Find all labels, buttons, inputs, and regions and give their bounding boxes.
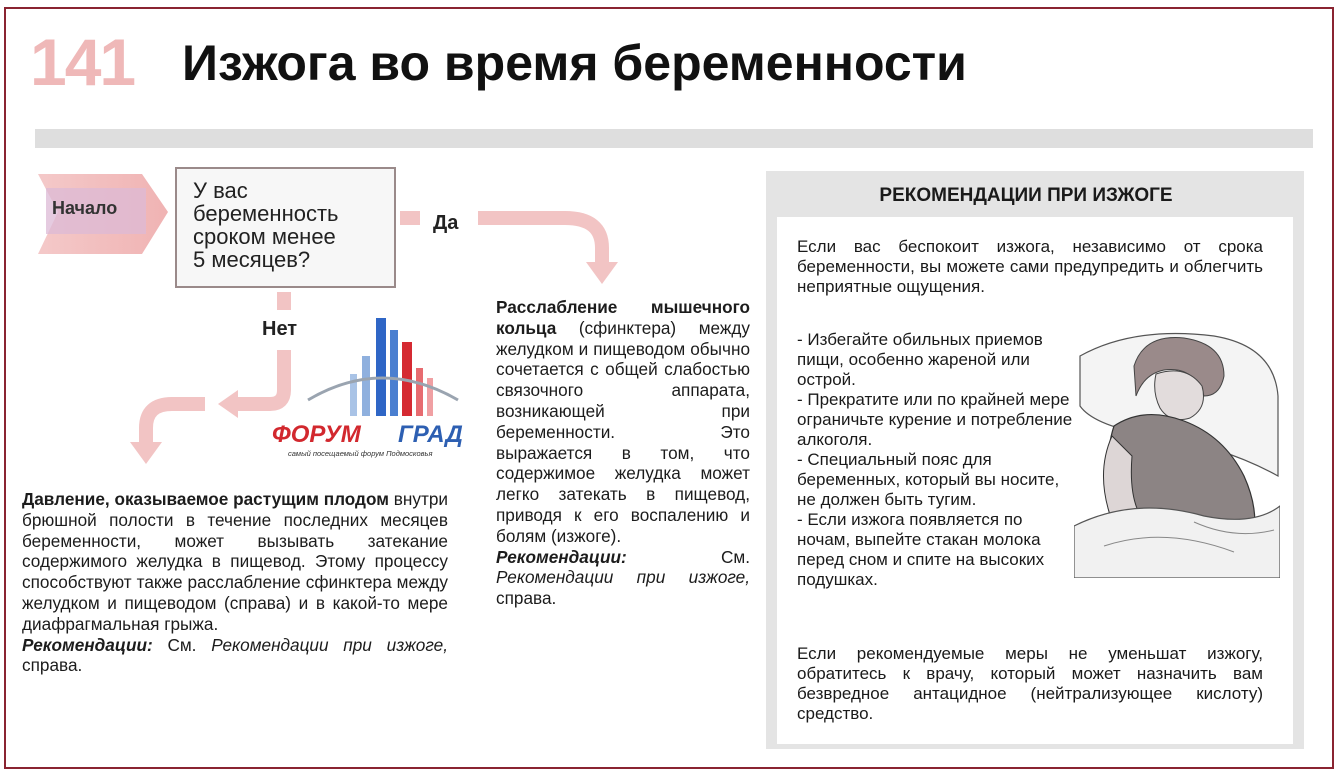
yes-arrow — [400, 218, 602, 262]
yes-rec-label: Рекомендации: — [496, 546, 627, 567]
no-label: Нет — [262, 318, 298, 340]
yes-branch-text — [496, 297, 750, 609]
question-box — [175, 167, 396, 288]
logo-tagline: самый посещаемый форум Подмосковья — [288, 449, 433, 458]
page-number: 141 — [30, 25, 135, 99]
recommendations-title: РЕКОМЕНДАЦИИ ПРИ ИЗЖОГЕ — [879, 185, 1173, 206]
no-rec-see: См. — [167, 634, 197, 655]
logo-bar — [427, 378, 433, 416]
no-rec-tail: справа. — [22, 655, 83, 676]
list-item: - Прекратите или по крайней мере ограничьте курение и потребление алкоголя. — [797, 390, 1073, 449]
no-rec-label: Рекомендации: — [22, 634, 153, 655]
list-item: - Специальный пояс для беременных, который вы носите, не должен быть тугим. — [797, 450, 1060, 509]
pregnant-woman-illustration — [1074, 326, 1280, 578]
question-line: 5 месяцев? — [193, 247, 311, 272]
yes-arrowhead — [586, 262, 618, 284]
logo-bar — [416, 368, 423, 416]
logo-name-1: ФОРУМ — [272, 421, 361, 448]
list-item: - Избегайте обильных приемов пищи, особенно жареной или острой. — [797, 330, 1043, 389]
no-branch-body: внутри брюшной полости в течение последних месяцев беременности, может вызывать затекание содержимого желудка в пищевод. Этому процессу способствуют также расслабление сфинктера между желудком и пищеводом (справа) и в какой-то мере диафрагмальная грыжа. — [22, 489, 448, 634]
recommendations-intro-text: Если вас беспокоит изжога, независимо от срока беременности, вы можете сами предупредить и облегчить неприятные ощущения. — [797, 237, 1263, 296]
yes-branch-body: (сфинктера) между желудком и пищеводом обычно сочетается с общей слабостью связочного аппарата, возникающей при беременности. Это выражается в том, что содержимое желудка может легко затекать в пищевод, приводя к его воспалению и болям (изжоге). — [496, 317, 750, 546]
logo-bar — [390, 330, 398, 416]
no-arrowhead — [130, 442, 162, 464]
yes-label: Да — [433, 212, 459, 234]
no-branch-text — [22, 489, 448, 676]
question-line: сроком менее — [193, 224, 336, 249]
yes-rec-tail: справа. — [496, 588, 557, 609]
question-line: У вас — [193, 178, 248, 203]
no-rec-ref: Рекомендации при изжоге, — [211, 634, 448, 655]
no-arrow-2 — [146, 404, 205, 442]
recommendations-intro — [797, 237, 1263, 297]
yes-rec-see: См. — [720, 546, 750, 567]
page-title: Изжога во время беременности — [182, 35, 967, 91]
recommendations-list — [797, 330, 1077, 590]
watermark-logo — [270, 316, 495, 464]
yes-rec-ref: Рекомендации при изжоге, — [496, 567, 750, 588]
yes-branch-lead: Расслабление мышечного кольца — [496, 297, 750, 338]
list-item: - Если изжога появляется по ночам, выпейте стакан молока перед сном и спите на высоких подушках. — [797, 510, 1045, 589]
recommendations-outro — [797, 644, 1263, 724]
no-branch-lead: Давление, оказываемое растущим плодом — [22, 489, 389, 509]
start-label: Начало — [52, 198, 118, 218]
question-line: беременность — [193, 201, 339, 226]
no-arrowhead-mid — [218, 390, 238, 418]
logo-bar — [376, 318, 386, 416]
logo-name-2: ГРАД — [398, 421, 463, 448]
logo-bar — [362, 356, 370, 416]
recommendations-outro-text: Если рекомендуемые меры не уменьшат изжогу, обратитесь к врачу, который может назначить вам безвредное антацидное (нейтрализующее кислоту) средство. — [797, 644, 1263, 723]
